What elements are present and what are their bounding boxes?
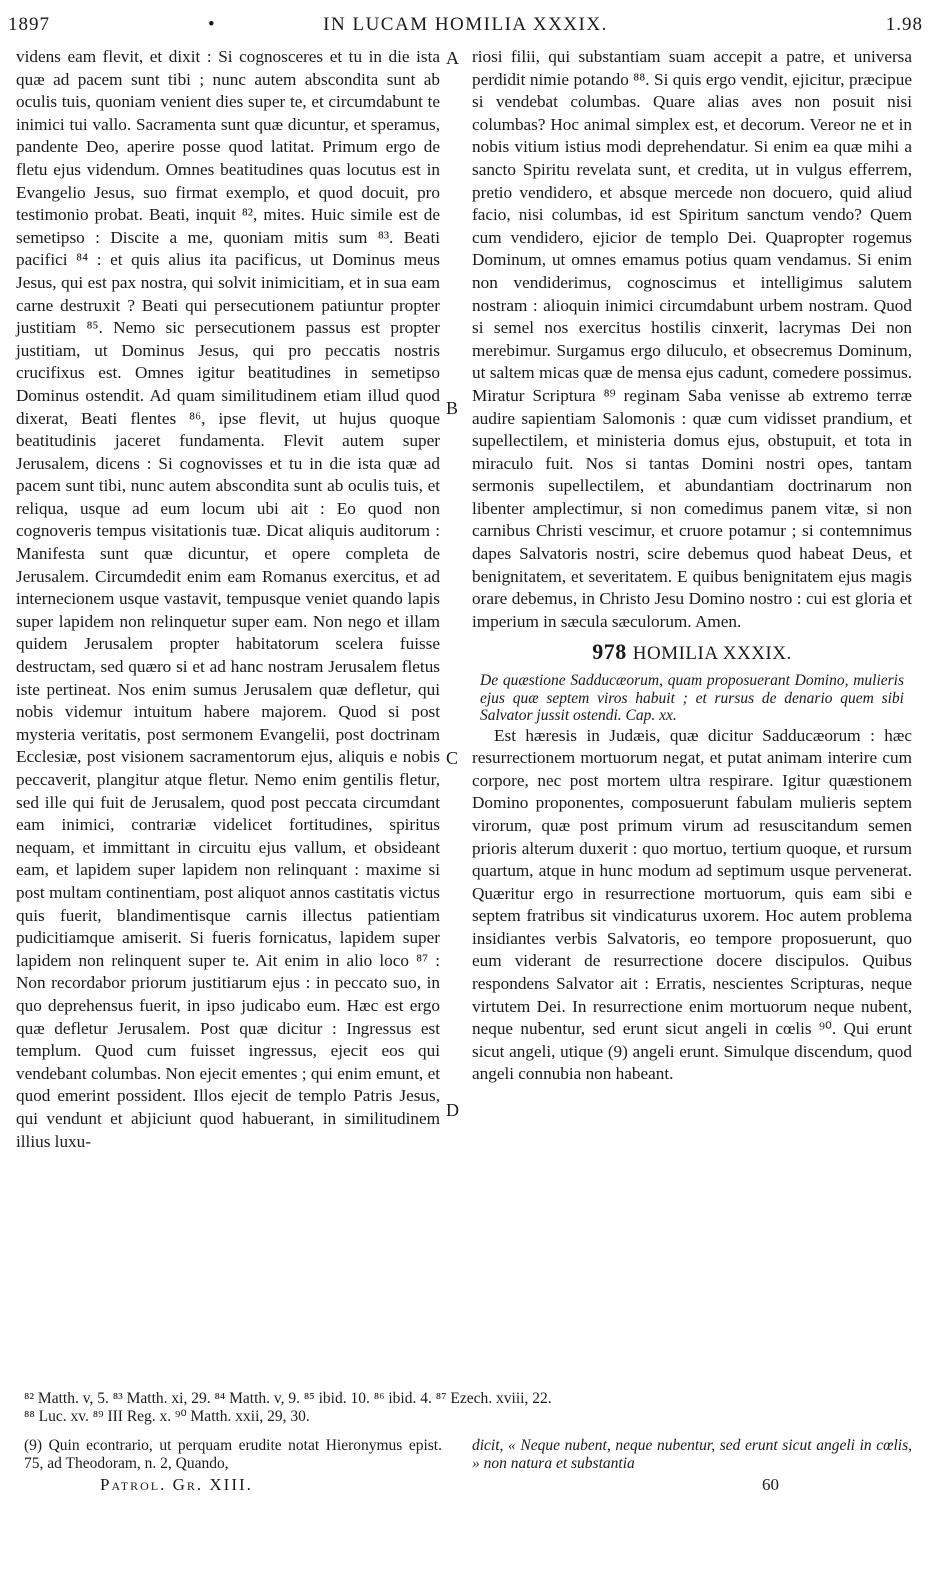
- right-column-text: riosi filii, qui substantiam suam accepit a patre, et universa perdidit nimie potando ⁸⁸. Si quis ergo vendit, ejicitur, præcipue si vendebat columbas. Quare alias aves non posuit nisi columbas? Hoc animal simplex est, et decorum. Vereor ne et in nobis vitium istius modi deprehendatur. Si enim ea quæ mihi a sancto Spiritu revelata sunt, et credita, ut in vulgus efferrem, pretio vendidero, et absque mercede non docuero, quid aliud facio, nisi columbas, id est Spiritum sanctum vendo? Quem cum vendidero, ejicior de templo Dei. Quapropter rogemus Dominum, ut omnes emamus potius quam vendamus. Si enim non vendiderimus, cognoscimus et intelligimus salutem nostram : alioquin inimici circumdabunt urbem nostram. Quod si semel nos exercitus hostilis cinxerit, lacrymas Dei non merebimur. Surgamus ergo diluculo, et obsecremus Dominum, ut saltem micas quæ de mensa ejus cadunt, comedere possimus. Miratur Scriptura ⁸⁹ reginam Saba venisse ab extremo terræ audire sapientiam Salomonis : quæ cum vidisset prandium, et supellectilem, et ministeria domus ejus, obstupuit, et tota in miraculo fuit. Nos si tantas Domini nostri opes, tantam sermonis supellectilem, et abundantiam doctrinarum non libenter amplectimur, si non comedimus panem vitæ, si non carnibus Christi vescimur, et cruore potamur ; si contemnimus dapes Salvatoris nostri, scire debemus quod habeat Deus, et benignitatem, et severitatem. E quibus benignitatem ejus magis orare debemus, in Christo Jesu Domino nostro : cui est gloria et imperium in sæcula sæculorum. Amen.: [472, 47, 912, 631]
- margin-letter-a: A: [446, 48, 459, 68]
- homily-heading: [472, 641, 912, 666]
- left-column-text: videns eam flevit, et dixit : Si cognosceres et tu in die ista quæ ad pacem sunt tibi ; nunc autem abscondita sunt ab oculis tuis, quoniam venient dies super te, et circumdabunt te inimici tui vallo. Sacramenta sunt quæ dicuntur, et speramus, pandente Deo, aperire posse quod latitat. Primum ergo de fletu ejus videndum. Omnes beatitudines quas locutus est in Evangelio Jesus, suo firmat exemplo, et quod docuit, pro testimonio probat. Beati, inquit ⁸², mites. Huic simile est de semetipso : Discite a me, quoniam mitis sum ⁸³. Beati pacifici ⁸⁴ : et quis alius ita pacificus, ut Dominus meus Jesus, qui est pax nostra, qui solvit inimicitiam, et in sua eam carne destruxit ? Beati qui persecutionem patiuntur propter justitiam ⁸⁵. Nemo sic persecutionem passus est propter justitiam, ut Dominus Jesus, qui pro peccatis nostris crucifixus est. Omnes igitur beatitudines in semetipso Dominus ostendit. Ad quam similitudinem etiam illud quod dixerat, Beati flentes ⁸⁶, ipse flevit, ut hujus quoque beatitudinis jaceret fundamenta. Flevit autem super Jerusalem, dicens : Si cognovisses et tu in die ista quæ ad pacem sunt tibi, nunc autem abscondita sunt ab oculis tuis, et reliqua, usque ad eum locum ubi ait : Eo quod non cognoveris tempus visitationis tuæ. Dicat aliquis auditorum : Manifesta sunt quæ dicuntur, et opere completa de Jerusalem. Circumdedit enim eam Romanus exercitus, et ad internecionem usque vastavit, tempusque veniet quando lapis super lapidem non relinquetur super eam. Non nego et illam quidem Jerusalem propter habitatorum scelera fuisse destructam, sed quæro si et ad hanc nostram Jerusalem fletus iste pertineat. Nos enim sumus Jerusalem quæ defletur, qui nobis videmur intuitum habere majorem. Quod si post mysteria veritatis, post sermonem Evangelii, post doctrinam Ecclesiæ, post visionem sacramentorum ejus, aliquis e nobis peccaverit, plangitur atque fletur. Nemo enim gentilis fletur, sed ille qui fuit de Jerusalem, quod post peccata circumdant eam inimici, contrariæ videlicet fortitudines, spiritus nequam, et immittant in circuitu ejus vallum, et obsideant eam, et lapidem super lapidem non relinquant : maxime si post multam continentiam, post aliquot annos castitatis victus quis fuerit, blandimentisque carnis illectus patientiam pudicitiamque amiserit. Si fueris fornicatus, lapidem super lapidem non relinquent super te. Ait enim in alio loco ⁸⁷ : Non recordabor priorum justitiarum ejus : in peccato suo, in quo deprehensus fuerit, in ipso judicabo eum. Hæc est ergo quæ defletur Jerusalem. Post quæ dicitur : Ingressus est templum. Quod cum fuisset ingressus, ejecit eos qui vendebant columbas. Non ejecit ementes ; qui enim emunt, et quod emerint possident. Illos ejecit de templo Patris Jesus, qui vendunt et abjiciunt quod habuerant, in similitudinem illius luxu-: [16, 47, 440, 1151]
- footnote-ref-line: ⁸² Matth. v, 5. ⁸³ Matth. xi, 29. ⁸⁴ Matth. v, 9. ⁸⁵ ibid. 10. ⁸⁶ ibid. 4. ⁸⁷ Ezech. xviii, 22.: [24, 1390, 552, 1407]
- header-title: IN LUCAM HOMILIA XXXIX.: [323, 14, 608, 35]
- right-column: [472, 46, 912, 1086]
- homily-summary: De quæstione Sadducæorum, quam proposuerant Domino, mulieris ejus quæ septem viros habuit ; et rursus de denario quem sibi Salvator jussit ostendi. Cap. xx.: [480, 672, 904, 725]
- footnote-ref-line: ⁸⁸ Luc. xv. ⁸⁹ III Reg. x. ⁹⁰ Matth. xxii, 29, 30.: [24, 1408, 310, 1425]
- running-header: [8, 14, 923, 38]
- margin-letter-b: B: [446, 398, 459, 418]
- footer-sheet-number: 60: [762, 1475, 779, 1494]
- footnote-references: [24, 1390, 914, 1426]
- column-page-marker: 978: [592, 639, 627, 665]
- margin-letter-c: C: [446, 748, 459, 768]
- page-number-right: 1.98: [885, 14, 923, 35]
- header-bullet: •: [208, 14, 216, 35]
- homily-title: HOMILIA XXXIX.: [632, 643, 792, 665]
- footer-signature: Patrol. Gr. XIII.: [100, 1475, 253, 1494]
- page-number-left: 1897: [8, 14, 50, 35]
- homily-text: Est hæresis in Judæis, quæ dicitur Sadducæorum : hæc resurrectionem mortuorum negat, et putat animam interire cum corpore, nec post mortem ultra respirare. Igitur quæstionem Domino proponentes, composuerunt fabulam mulieris septem virorum, quæ post primum virum ad resuscitandum semen prioris alterum duxerit : quo mortuo, tertium quoque, et rursum quartum, atque in hunc modum ad septimum usque pervenerat. Quæritur ergo in resurrectione mortuorum, quis eam sibi e septem fratribus sit vindicaturus uxorem. Hoc autem problema insidiantes verbis Salvatoris, eo tempore proposuerunt, quo eum viderant de resurrectione docere discipulos. Quibus respondens Salvator ait : Erratis, nescientes Scripturas, neque virtutem Dei. In resurrectione enim mortuorum neque nubent, neque nubentur, sed erunt sicut angeli in cœlis ⁹⁰. Qui erunt sicut angeli, utique (9) angeli erunt. Simulque discendum, quod angeli connubia non habeant.: [472, 725, 912, 1084]
- left-column: [16, 46, 440, 1153]
- footnote-note-right: dicit, « Neque nubent, neque nubentur, sed erunt sicut angeli in cœlis, » non natura et substantia: [472, 1437, 912, 1472]
- footnote-note-left: (9) Quin econtrario, ut perquam erudite notat Hieronymus epist. 75, ad Theodoram, n. 2, Quando,: [24, 1437, 442, 1472]
- margin-letter-d: D: [446, 1100, 459, 1120]
